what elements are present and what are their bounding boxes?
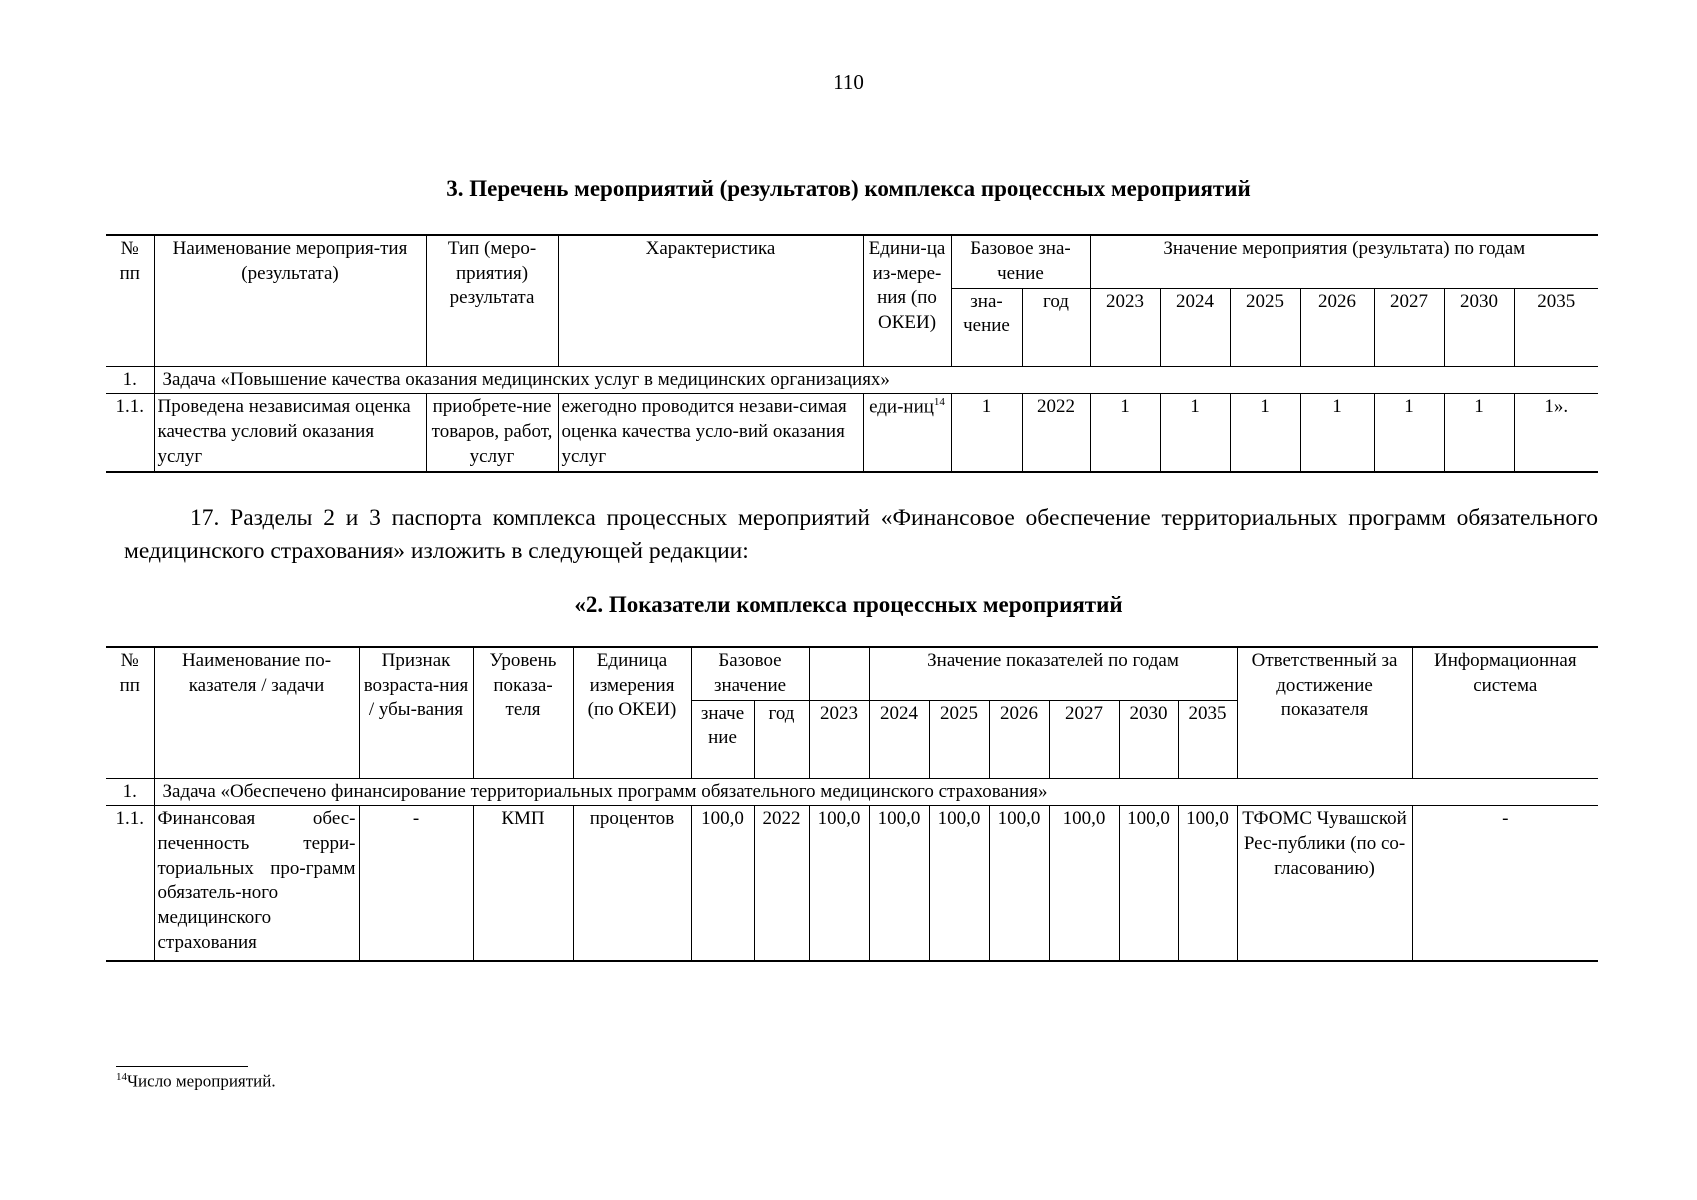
year-header: 2035 (1178, 700, 1237, 778)
row-year-value: 1 (1160, 394, 1230, 472)
footnote-text: Число мероприятий. (127, 1071, 276, 1091)
year-header: 2023 (1090, 288, 1160, 366)
row-num: 1.1. (106, 806, 154, 961)
footnote-ref: 14 (933, 396, 945, 409)
table-row (106, 806, 1598, 961)
year-header: 2027 (1374, 288, 1444, 366)
row-year-value: 100,0 (1049, 806, 1119, 961)
col-base-year-header: год (754, 700, 809, 778)
row-sign: - (359, 806, 473, 961)
col-unit-header: Единица измерения (по ОКЕИ) (573, 647, 691, 778)
year-header: 2027 (1049, 700, 1119, 778)
row-base-year: 2022 (1022, 394, 1090, 472)
row-level: КМП (473, 806, 573, 961)
row-num: 1.1. (106, 394, 154, 472)
indicators-table (106, 646, 1598, 962)
section-2-title: «2. Показатели комплекса процессных мероприятий (574, 592, 1123, 617)
row-year-value: 1 (1374, 394, 1444, 472)
col-responsible-header: Ответственный за достижение показателя (1237, 647, 1412, 778)
col-characteristic-header: Характеристика (558, 235, 863, 366)
row-year-value: 100,0 (1119, 806, 1178, 961)
row-unit: процентов (573, 806, 691, 961)
row-unit-text: еди-ниц (869, 396, 934, 418)
task-num: 1. (106, 778, 154, 806)
year-header: 2026 (989, 700, 1049, 778)
year-header: 2030 (1119, 700, 1178, 778)
year-header: 2025 (1230, 288, 1300, 366)
col-base-year-header: год (1022, 288, 1090, 366)
col-base-header: Базовое значение (691, 647, 809, 700)
col-years-group-header: Значение показателей по годам (869, 647, 1237, 700)
row-infosystem: - (1412, 806, 1598, 961)
task-num: 1. (106, 366, 154, 394)
row-year-value: 1 (1300, 394, 1374, 472)
row-base-value: 100,0 (691, 806, 754, 961)
col-type-header: Тип (меро-приятия) результата (426, 235, 558, 366)
body-paragraph: 17. Разделы 2 и 3 паспорта комплекса процессных мероприятий «Финансовое обеспечение территориальных программ обязательного медицинского страхования» изложить в следующей редакции: (124, 505, 1598, 564)
year-header: 2024 (869, 700, 929, 778)
col-base-header: Базовое зна-чение (951, 235, 1090, 288)
section-3-title: 3. Перечень мероприятий (результатов) комплекса процессных мероприятий (446, 176, 1251, 201)
col-base-value-header: значе ние (691, 700, 754, 778)
task-row (106, 778, 1598, 806)
year-header: 2024 (1160, 288, 1230, 366)
row-year-value: 1 (1444, 394, 1514, 472)
row-base-year: 2022 (754, 806, 809, 961)
row-year-value: 1 (1230, 394, 1300, 472)
row-year-value: 100,0 (1178, 806, 1237, 961)
row-year-value: 100,0 (869, 806, 929, 961)
col-num-header: № пп (106, 235, 154, 366)
col-infosystem-header: Информационная система (1412, 647, 1598, 778)
page-number: 110 (833, 70, 864, 94)
year-header: 2035 (1514, 288, 1598, 366)
col-name-header: Наименование мероприя-тия (результата) (154, 235, 426, 366)
col-sign-header: Признак возраста-ния / убы-вания (359, 647, 473, 778)
col-level-header: Уровень показа-теля (473, 647, 573, 778)
col-unit-header: Едини-ца из-мере-ния (по ОКЕИ) (863, 235, 951, 366)
events-table (106, 234, 1598, 473)
year-header: 2026 (1300, 288, 1374, 366)
task-text: Задача «Обеспечено финансирование территориальных программ обязательного медицинского страхования» (154, 778, 1598, 806)
row-name: Проведена независимая оценка качества условий оказания услуг (154, 394, 426, 472)
footnote (116, 1071, 276, 1092)
row-year-value: 100,0 (809, 806, 869, 961)
table-row (106, 394, 1598, 472)
footnote-separator (116, 1066, 248, 1067)
year-header: 2023 (809, 700, 869, 778)
col-years-group-header: Значение мероприятия (результата) по годам (1090, 235, 1598, 288)
col-base-value-header: зна-чение (951, 288, 1022, 366)
row-year-value: 1». (1514, 394, 1598, 472)
year-header: 2025 (929, 700, 989, 778)
row-base-value: 1 (951, 394, 1022, 472)
task-text: Задача «Повышение качества оказания медицинских услуг в медицинских организациях» (154, 366, 1598, 394)
row-responsible: ТФОМС Чувашской Рес-публики (по со-гласованию) (1237, 806, 1412, 961)
row-name: Финансовая обес-печенность терри-ториальных про-грамм обязатель-ного медицинского страхования (154, 806, 359, 961)
row-unit (863, 394, 951, 472)
row-characteristic: ежегодно проводится незави-симая оценка качества усло-вий оказания услуг (558, 394, 863, 472)
footnote-mark: 14 (116, 1071, 127, 1083)
task-row (106, 366, 1598, 394)
col-num-header: № пп (106, 647, 154, 778)
col-blank-header (809, 647, 869, 700)
row-year-value: 100,0 (989, 806, 1049, 961)
year-header: 2030 (1444, 288, 1514, 366)
row-year-value: 100,0 (929, 806, 989, 961)
col-name-header: Наименование по-казателя / задачи (154, 647, 359, 778)
row-type: приобрете-ние товаров, работ, услуг (426, 394, 558, 472)
row-year-value: 1 (1090, 394, 1160, 472)
